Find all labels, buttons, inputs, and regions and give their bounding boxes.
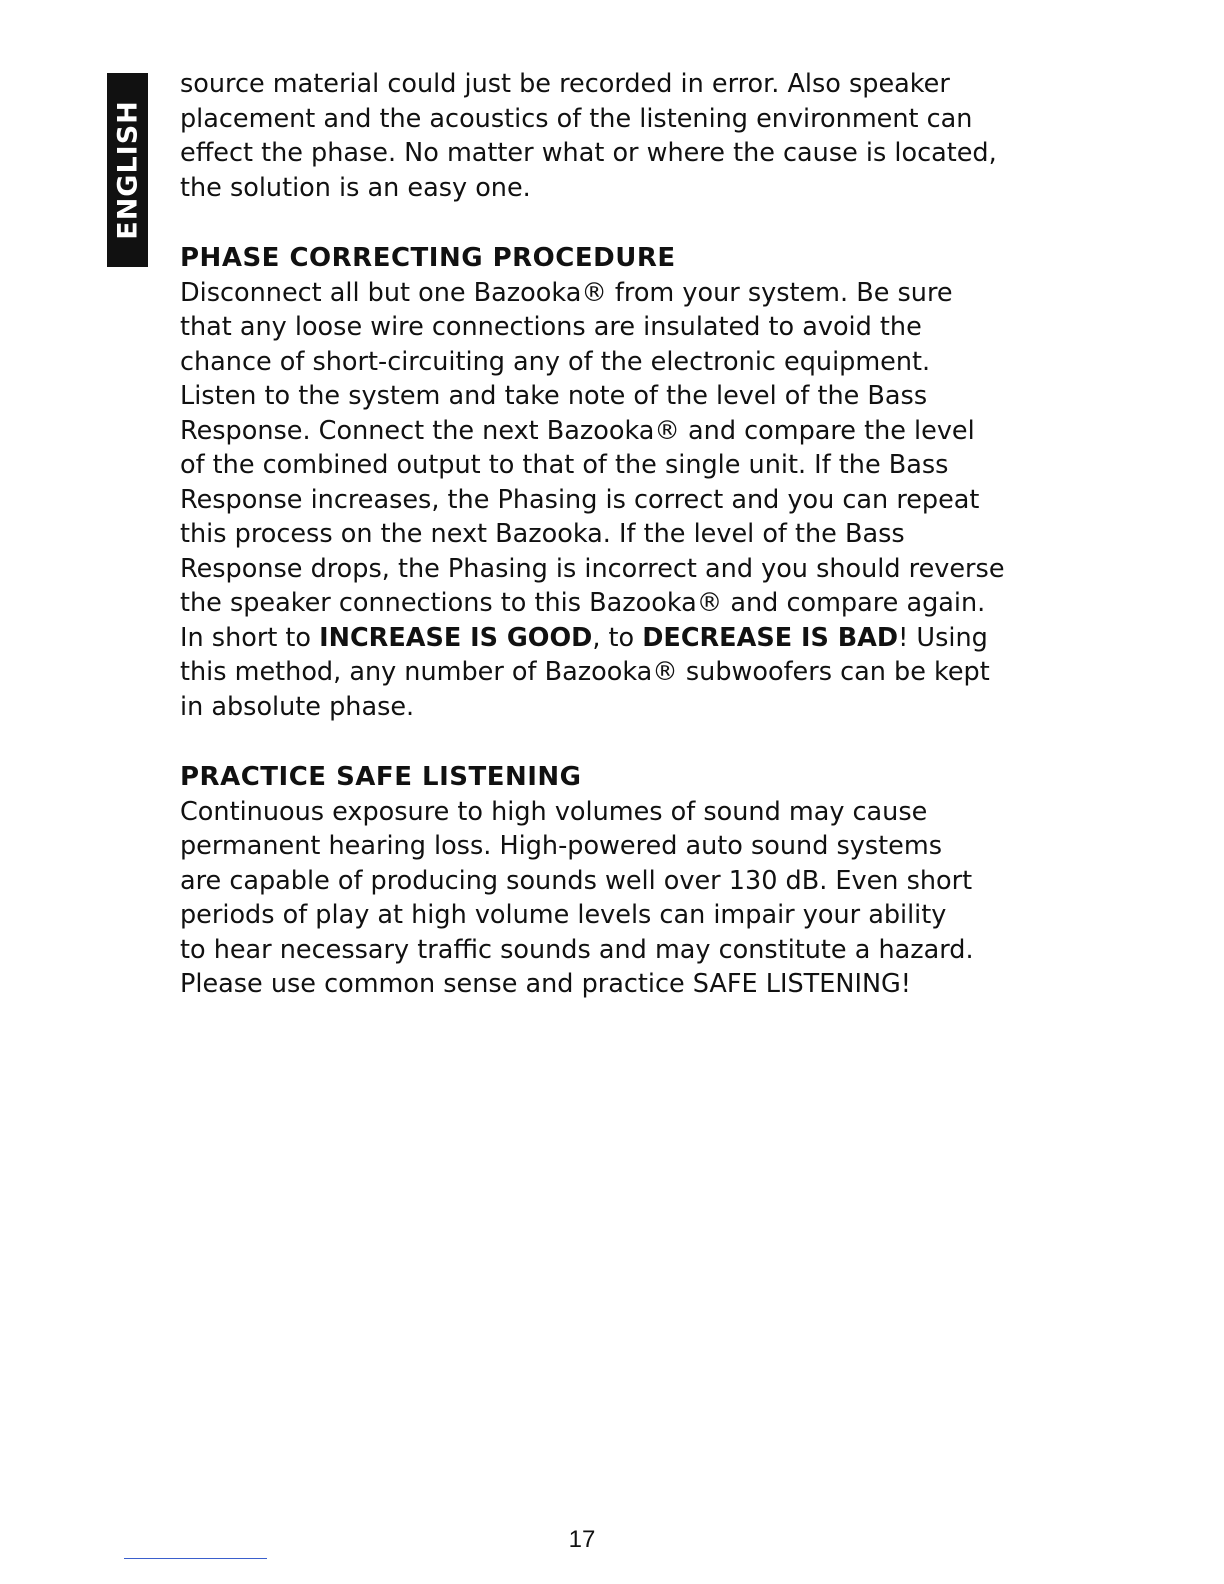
phase-closing-line: in absolute phase. (180, 691, 415, 722)
safety-line: periods of play at high volume levels can impair your ability (180, 900, 947, 930)
safety-line: Continuous exposure to high volumes of sound may cause (180, 796, 928, 827)
footer-divider (124, 1558, 267, 1559)
phase-line: this process on the next Bazooka. If the level of the Bass (180, 519, 905, 549)
intro-line: the solution is an easy one. (180, 172, 531, 203)
rule-line-suffix: ! Using (898, 622, 988, 653)
intro-paragraph (180, 67, 1050, 205)
phase-line: Response. Connect the next Bazooka® and compare the level (180, 415, 975, 446)
intro-line: placement and the acoustics of the listening environment can (180, 103, 973, 134)
safety-line: Please use common sense and practice SAFE LISTENING! (180, 969, 912, 999)
page-content (180, 67, 1050, 1002)
intro-line: source material could just be recorded in error. Also speaker (180, 69, 950, 99)
phase-line: that any loose wire connections are insulated to avoid the (180, 312, 922, 342)
rule-line-prefix: In short to (180, 622, 320, 653)
phase-closing-line: this method, any number of Bazooka® subwoofers can be kept (180, 657, 990, 687)
safety-line: are capable of producing sounds well over 130 dB. Even short (180, 865, 973, 896)
phase-line: Response increases, the Phasing is correct and you can repeat (180, 484, 980, 515)
safety-line: to hear necessary traffic sounds and may constitute a hazard. (180, 934, 974, 965)
language-side-tab-label: ENGLISH (112, 100, 143, 240)
phase-line: chance of short-circuiting any of the electronic equipment. (180, 346, 931, 377)
rule-line-middle: , to (592, 622, 643, 653)
phase-line: of the combined output to that of the single unit. If the Bass (180, 450, 949, 480)
safety-section-paragraph (180, 795, 1050, 1002)
increase-is-good-emphasis: INCREASE IS GOOD (319, 622, 593, 653)
phase-line: Disconnect all but one Bazooka® from your system. Be sure (180, 277, 953, 308)
safety-section-heading: PRACTICE SAFE LISTENING (180, 762, 582, 792)
decrease-is-bad-emphasis: DECREASE IS BAD (642, 622, 899, 653)
phase-line: Response drops, the Phasing is incorrect and you should reverse (180, 553, 1005, 584)
language-side-tab (107, 73, 148, 267)
phase-line: the speaker connections to this Bazooka® and compare again. (180, 588, 986, 618)
intro-line: effect the phase. No matter what or where the cause is located, (180, 138, 997, 168)
phase-line: Listen to the system and take note of the level of the Bass (180, 381, 928, 411)
page-number: 17 (568, 1526, 596, 1553)
safety-line: permanent hearing loss. High-powered auto sound systems (180, 831, 942, 861)
phase-section-heading: PHASE CORRECTING PROCEDURE (180, 243, 676, 273)
phase-section-paragraph (180, 276, 1050, 725)
